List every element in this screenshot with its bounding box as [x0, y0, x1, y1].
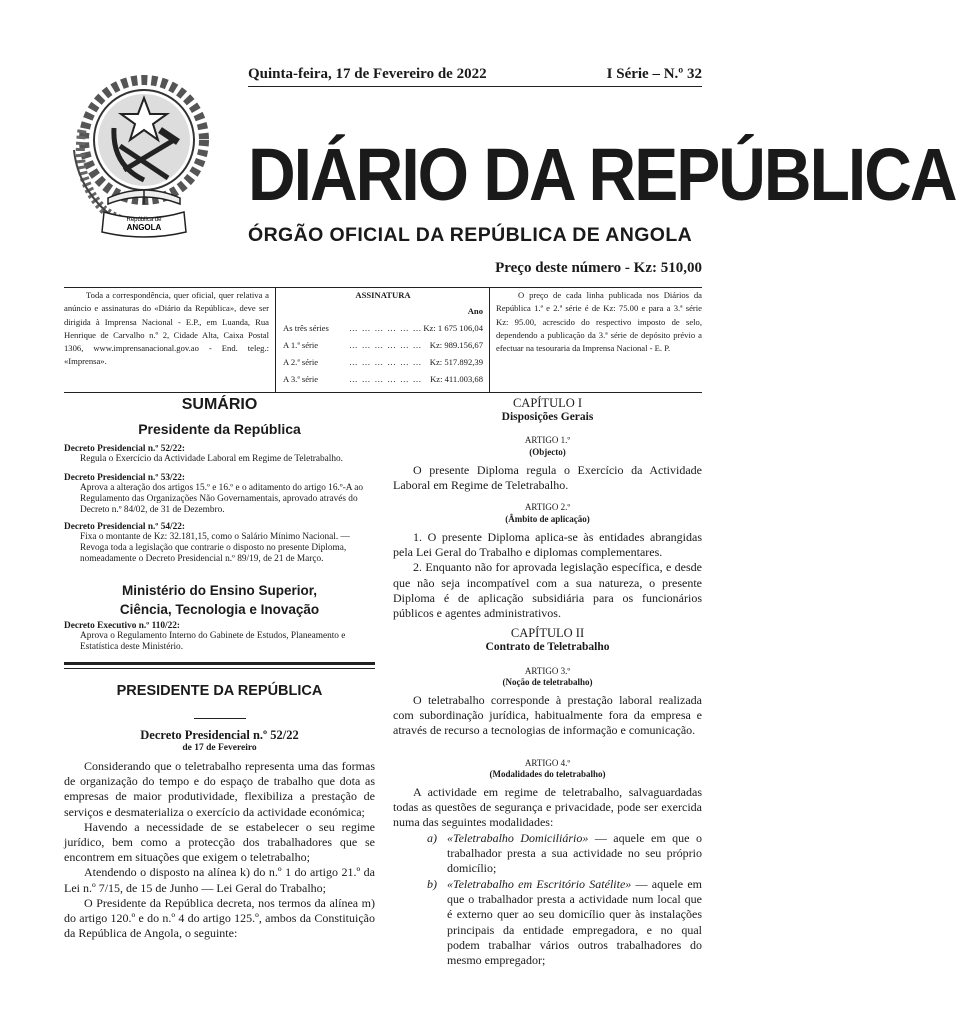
item-text: — aquele em que o trabalhador presta a sua actividade no seu próprio domicílio;	[447, 831, 702, 876]
article-2-paragraph: 2. Enquanto não for aprovada legislação específica, e desde que não seja incompatível com a sua natureza, o presente Diploma é de aplicação subsidiária para os funcionários públicos e agentes administrativos.	[393, 560, 702, 621]
svg-text:República de: República de	[126, 217, 162, 223]
issue-series: I Série – N.º 32	[606, 66, 702, 82]
summary-entry	[64, 444, 375, 465]
item-term: «Teletrabalho em Escritório Satélite»	[447, 877, 632, 891]
row-label: A 1.ª série	[283, 340, 319, 350]
masthead-title: DIÁRIO DA REPÚBLICA	[248, 132, 956, 216]
issue-price: Preço deste número - Kz: 510,00	[495, 260, 702, 276]
decree-section-title: PRESIDENTE DA REPÚBLICA	[116, 683, 323, 699]
item-marker: b)	[427, 877, 437, 891]
article-3-heading: ARTIGO 3.º	[524, 666, 571, 676]
article-4-heading: ARTIGO 4.º	[524, 758, 571, 768]
masthead-subtitle: ÓRGÃO OFICIAL DA REPÚBLICA DE ANGOLA	[248, 224, 693, 246]
row-label: As três séries	[283, 323, 329, 333]
summary-entry	[64, 522, 375, 565]
article-4-subtitle: (Modalidades do teletrabalho)	[489, 769, 606, 779]
angola-emblem-icon	[64, 70, 216, 240]
row-dots: … … … … … …	[349, 340, 423, 350]
row-value: Kz: 989.156,67	[429, 340, 483, 350]
article-2-paragraph: 1. O presente Diploma aplica-se às entidades abrangidas pela Lei Geral do Trabalho e diplomas complementares.	[393, 530, 702, 560]
pricing-note: O preço de cada linha publicada nos Diários da República 1.ª e 2.ª série é de Kz: 75.00 e para a 3.ª série Kz: 95.00, acrescido do respectivo imposto de selo, dependendo a publicação da 3.ª série de depósito prévio a efectuar na tesouraria da Imprensa Nacional - E. P.	[496, 290, 702, 354]
item-text: — aquele em que o trabalhador presta a actividade num local que é externo quer ao seu domicílio quer às instalações principais da entidade empregadora, e no qual podem trabalhar vários outros trabalhadores do mesmo empregador;	[447, 877, 702, 968]
summary-title: SUMÁRIO	[181, 396, 258, 413]
correspondence-note: Toda a correspondência, quer oficial, quer relativa a anúncio e assinaturas do «Diário da República», deve ser dirigida à Imprensa Nacional - E.P., em Luanda, Rua Henrique de Carvalho n.º 2, Cidade Alta, Caixa Postal 1306, www.imprensanacional.gov.ao - End. teleg.: «Imprensa».	[64, 288, 276, 392]
chapter-1-title: Disposições Gerais	[501, 411, 594, 423]
item-marker: a)	[427, 831, 437, 845]
chapter-2-title: Contrato de Teletrabalho	[485, 641, 610, 653]
preamble-paragraph: Havendo a necessidade de se estabelecer o seu regime jurídico, bem como a protecção dos trabalhadores que se encontrem em situações que exigem o teletrabalho;	[64, 819, 375, 865]
row-dots: … … … … … …	[349, 374, 423, 384]
row-dots: … … … … … …	[349, 357, 423, 367]
decree-rule	[194, 718, 246, 719]
issue-date: Quinta-feira, 17 de Fevereiro de 2022	[248, 66, 487, 82]
chapter-1-heading: CAPÍTULO I	[512, 396, 583, 410]
preamble-paragraph: Considerando que o teletrabalho representa uma das formas de organização do tempo e do espaço de trabalho que dota as empresas de maior produtividade, flexibiliza a prestação de serviços e desmaterializa o exercício da actividade económica;	[64, 759, 375, 819]
subscription-year-header: Ano	[467, 306, 483, 316]
decree-preamble	[64, 759, 375, 941]
summary-entry	[64, 621, 375, 653]
row-label: A 2.ª série	[283, 357, 319, 367]
item-term: «Teletrabalho Domiciliário»	[447, 831, 589, 845]
article-1-text: O presente Diploma regula o Exercício da Actividade Laboral em Regime de Teletrabalho.	[393, 463, 702, 493]
entry-heading: Decreto Presidencial n.º 54/22:	[64, 522, 185, 532]
modality-item-a	[393, 831, 702, 877]
entry-heading: Decreto Presidencial n.º 52/22:	[64, 444, 185, 454]
article-4-text: A actividade em regime de teletrabalho, salvaguardadas todas as questões de segurança e privacidade, pode ser exercida numa das seguintes modalidades:	[393, 785, 702, 830]
entry-text: Aprova o Regulamento Interno do Gabinete de Estudos, Planeamento e Estatística deste Ministério.	[80, 631, 346, 652]
entry-text: Fixa o montante de Kz: 32.181,15, como o Salário Mínimo Nacional. — Revoga toda a legislação que contrarie o disposto no presente Diploma, nomeadamente o Decreto Presidencial n.º 89/19, de 21 de Março.	[80, 532, 350, 564]
summary-section-president: Presidente da República	[138, 421, 301, 437]
section-divider-thin	[64, 668, 375, 669]
article-3-text: O teletrabalho corresponde à prestação laboral realizada com subordinação jurídica, habitualmente fora da empresa e através de recurso a tecnologias de informação e comunicação.	[393, 693, 702, 738]
preamble-paragraph: Atendendo o disposto na alínea k) do n.º 1 do artigo 21.º da Lei n.º 7/15, de 15 de Junho — Lei Geral do Trabalho;	[64, 865, 375, 895]
header-rule	[248, 86, 702, 87]
row-label: A 3.ª série	[283, 374, 319, 384]
summary-entry	[64, 473, 375, 516]
row-dots: … … … … … …	[349, 323, 423, 333]
row-value: Kz: 411.003,68	[430, 374, 483, 384]
article-1-heading: ARTIGO 1.º	[524, 435, 571, 445]
entry-heading: Decreto Presidencial n.º 53/22:	[64, 473, 185, 483]
entry-text: Regula o Exercício da Actividade Laboral em Regime de Teletrabalho.	[80, 454, 344, 464]
decree-title: Decreto Presidencial n.º 52/22	[140, 728, 299, 742]
subscription-table	[277, 288, 490, 392]
ministry-line-1: Ministério do Ensino Superior,	[121, 583, 318, 598]
decree-date: de 17 de Fevereiro	[182, 743, 257, 753]
subscription-title: ASSINATURA	[355, 290, 411, 300]
info-band	[64, 287, 702, 393]
modality-item-b	[393, 877, 702, 968]
entry-text: Aprova a alteração dos artigos 15.º e 16.º e o aditamento do artigo 16.º-A ao Regulamento das Organizações Não Governamentais, aprovado através do Decreto n.º 84/02, de 31 de Dezembro.	[80, 483, 364, 515]
row-value: Kz: 1 675 106,04	[423, 323, 483, 333]
row-value: Kz: 517.892,39	[429, 357, 483, 367]
summary-section-ministry	[64, 581, 375, 619]
svg-text:ANGOLA: ANGOLA	[126, 223, 162, 232]
article-2-subtitle: (Âmbito de aplicação)	[505, 514, 590, 524]
article-2-body	[393, 530, 702, 621]
section-divider	[64, 662, 375, 665]
article-3-subtitle: (Noção de teletrabalho)	[502, 677, 593, 687]
article-1-subtitle: (Objecto)	[529, 447, 566, 457]
chapter-2-heading: CAPÍTULO II	[510, 626, 585, 640]
entry-heading: Decreto Executivo n.º 110/22:	[64, 621, 180, 631]
article-2-heading: ARTIGO 2.º	[524, 502, 571, 512]
ministry-line-2: Ciência, Tecnologia e Inovação	[119, 602, 320, 617]
preamble-paragraph: O Presidente da República decreta, nos termos da alínea m) do artigo 120.º e do n.º 4 do artigo 125.º, ambos da Constituição da República de Angola, o seguinte:	[64, 895, 375, 941]
